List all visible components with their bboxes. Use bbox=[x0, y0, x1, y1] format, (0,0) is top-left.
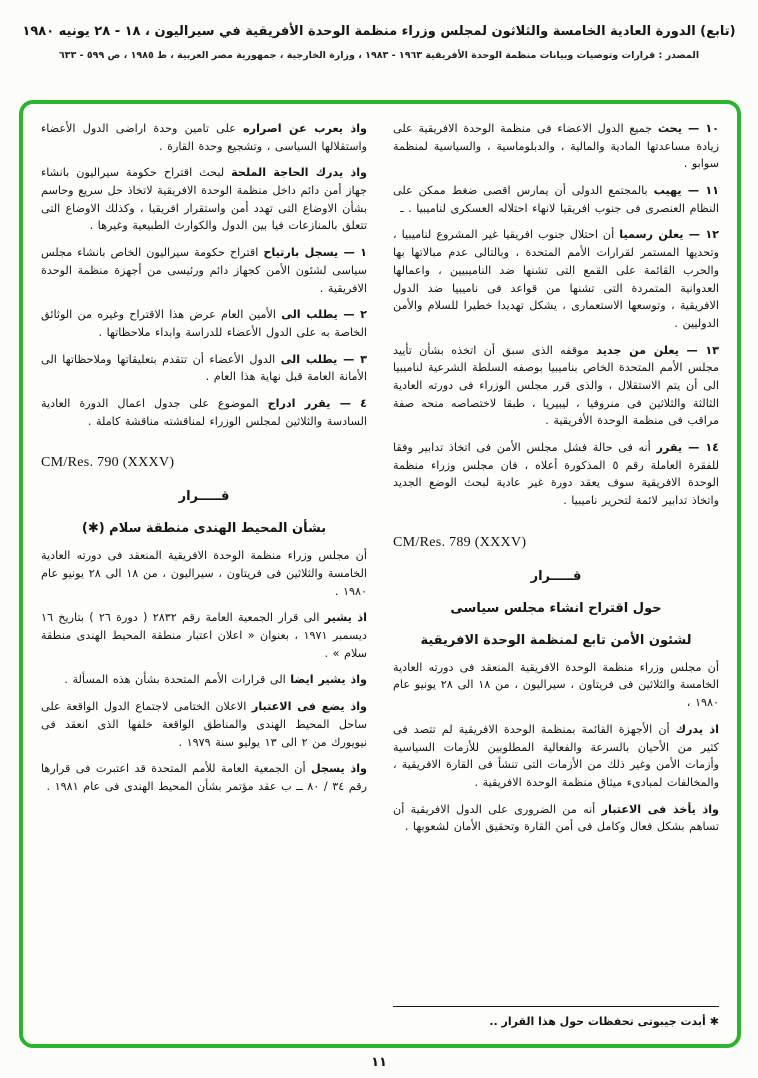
paragraph-lead: ١١ — يهيب bbox=[653, 184, 719, 198]
paragraph-lead: واذ يسجل bbox=[311, 762, 367, 776]
paragraph-lead: واذ يأخذ فى الاعتبار bbox=[601, 802, 719, 816]
paragraph-lead: اذ يدرك bbox=[675, 722, 719, 736]
footnote: ✱أبدت جيبوتى تحفظات حول هذا القرار .. bbox=[393, 1006, 719, 1031]
paragraph-lead: ١٤ — يقرر bbox=[656, 441, 719, 454]
paragraph: ١٤ — يقرر أنه فى حالة فشل مجلس الأمن فى اتخاذ تدابير وفقا للفقرة العاملة رقم ٥ المذكورة أعلاه ، فان مجلس وزراء منظمة الوحدة الافريقية سوف يعقد دورة غير عادية لبحث الوضع الجديد واتخاذ تدابير لائمة لتحرير ناميبيا . bbox=[393, 441, 719, 508]
paragraph: واذ يسجل أن الجمعية العامة للأمم المتحدة قد اعتبرت فى قرارها رقم ٣٤ / ٨٠ ــ ب عقد مؤتمر بشأن المحيط الهندى فى عام ١٩٨١ . bbox=[41, 762, 367, 793]
paragraph: واذ يعرب عن اصراره على تامين وحدة اراضى الدول الأعضاء واستقلالها السياسى ، وتشجيع وحدة القارة . bbox=[41, 122, 367, 153]
paragraph-lead: واذ يشير ايضا bbox=[290, 673, 367, 687]
page-number: ١١ bbox=[371, 1055, 387, 1070]
paragraph: ١٢ — يعلن رسميا أن احتلال جنوب افريقيا غير المشروع لناميبيا ، وتحديها المستمر لقرارات الأمم المتحدة ، وبالتالى عدم مبالاتها بها والحرب القائمة على القمع التى تشنها ضد الناميبيين ، واعمالها العدوانية المتمردة التى تشنها من قواعد فى ناميبيا ضد الدول الافريقية ، وتوسعها الاستعمارى ، يشكل تهديدا خطيرا للسلام والأمن الدوليين . bbox=[393, 228, 719, 330]
paragraph-lead: ١٠ — يحث bbox=[657, 122, 719, 135]
paragraph: ٤ — يقرر ادراج الموضوع على جدول اعمال الدورة العادية السادسة والثلاثين لمجلس الوزراء لمناقشته مناقشة كاملة . bbox=[41, 396, 367, 428]
paragraph: ١١ — يهيب بالمجتمع الدولى أن يمارس اقصى ضغط ممكن على النظام العنصرى فى جنوب افريقيا لانهاء احتلاله العسكرى لناميبيا . ـ bbox=[393, 184, 719, 215]
paragraph-lead: ٢ — يطلب الى bbox=[281, 308, 367, 322]
resolution-reference: CM/Res. 790 (XXXV) bbox=[41, 455, 175, 471]
paragraph-lead: واذ يعرب عن اصراره bbox=[243, 122, 367, 135]
paragraph-lead: ٣ — يطلب الى bbox=[280, 352, 367, 366]
paragraph: واذ يدرك الحاجة الملحة لبحث اقتراح حكومة سيراليون بانشاء جهاز أمن دائم داخل منظمة الوحدة الافريقية لاتخاذ حل سريع وحاسم بشأن الاوضاع التى تهدد أمن واستقرار افريقيا ، وكذلك الاوضاع التى تتعلق بالمنازعات فيا بين الدول والكوارث الطبيعية وغيرها . bbox=[41, 166, 367, 233]
paragraph-lead: ١٢ — يعلن رسميا bbox=[619, 228, 719, 242]
resolution-heading: لشئون الأمن تابع لمنظمة الوحدة الافريقية bbox=[420, 632, 692, 648]
paragraph-lead: ٤ — يقرر ادراج bbox=[267, 396, 367, 410]
paragraph: ١٠ — يحث جميع الدول الاعضاء فى منظمة الوحدة الافريقية على زيادة مساعدتها المادية والمالية ، والدبلوماسية ، والسياسية لمنظمة سوابو . bbox=[393, 122, 719, 171]
paragraph-lead: واذ يضع فى الاعتبار bbox=[251, 700, 367, 714]
paragraph: واذ يشير ايضا الى قرارات الأمم المتحدة بشأن هذه المسألة . bbox=[64, 673, 367, 687]
resolution-reference: CM/Res. 789 (XXXV) bbox=[393, 534, 527, 550]
paragraph: ٢ — يطلب الى الأمين العام عرض هذا الاقتراح وغيره من الوثائق الخاصة به على الدول الأعضاء للدراسة وابداء ملاحظاتها . bbox=[41, 308, 367, 339]
paragraph: أن مجلس وزراء منظمة الوحدة الافريقية المنعقد فى دورته العادية الخامسة والثلاثين فى فريتاون ، سيراليون ، من ١٨ الى ٢٨ يونيو عام ١٩٨٠ . bbox=[41, 549, 367, 598]
resolution-heading: قـــــرار bbox=[530, 568, 582, 584]
paragraph-lead: ١ — يسجل بارتياح bbox=[263, 246, 367, 260]
paragraph-lead: واذ يدرك الحاجة الملحة bbox=[231, 166, 367, 180]
source-citation: المصدر : قرارات وتوصيات وبيانات منظمة الوحدة الأفريقية ١٩٦٣ - ١٩٨٣ ، وزارة الخارجية ، جمهورية مصر العربية ، ط ١٩٨٥ ، ص ٥٩٩ - ٦٣٣ bbox=[58, 49, 700, 61]
resolution-heading: بشأن المحيط الهندى منطقة سلام (✱) bbox=[81, 521, 327, 537]
two-column-text bbox=[41, 120, 719, 1030]
paragraph-lead: اذ يشير bbox=[324, 611, 367, 625]
paragraph: اذ يشير الى قرار الجمعية العامة رقم ٢٨٣٢ ( دورة ٢٦ ) بتاريخ ١٦ ديسمبر ١٩٧١ ، بعنوان « اعلان اعتبار منطقة المحيط الهندى منطقة سلام » . bbox=[41, 611, 367, 660]
paragraph: اذ يدرك أن الأجهزة القائمة بمنظمة الوحدة الافريقية لم تتصد فى كثير من الأحيان بالسرعة والفعالية المطلوبين للأزمات السياسية وأزمات الأمن وغير ذلك من الأزمات التى تنشأ فى القارة الافريقية ، والمخالفات لمبادىء ميثاق منظمة الوحدة الافريقية . bbox=[393, 722, 719, 789]
footnote-marker-icon: ✱ bbox=[709, 1014, 719, 1028]
page-header bbox=[0, 0, 758, 61]
paragraph: ١٣ — يعلن من جديد موقفه الذى سبق أن اتخذه بشأن تأييد مجلس الأمم المتحدة الخاص بناميبيا بوصفه السلطة الشرعية لناميبيا الى أن يتم الاستقلال ، والذى قرر مجلس الوزراء فى دورته العادية الثالثة والثلاثين فى منروفيا ، ليبيريا ، طبقا لاختصاصه منحه صفة مراقب فى منظمة الوحدة الأفريقية . bbox=[393, 343, 719, 428]
paragraph: أن مجلس وزراء منظمة الوحدة الافريقية المنعقد فى دورته العادية الخامسة والثلاثين فى فريتاون ، سيراليون ، من ١٨ الى ٢٨ يونيو عام ١٩٨٠ ، bbox=[393, 660, 719, 710]
resolution-heading: قـــــرار bbox=[178, 489, 230, 505]
paragraph: ١ — يسجل بارتياح اقتراح حكومة سيراليون الخاص بانشاء مجلس سياسى لشئون الأمن كجهاز دائم ورئيسى من أجهزة منظمة الوحدة الافريقية . bbox=[41, 246, 367, 295]
paragraph: ٣ — يطلب الى الدول الأعضاء أن تتقدم بتعليقاتها وملاحظاتها الى الأمانة العامة قبل نهاية هذا العام . bbox=[41, 352, 367, 384]
paragraph: واذ يضع فى الاعتبار الاعلان الختامى لاجتماع الدول الواقعة على ساحل المحيط الهندى والمناطق الواقعة خلفها الذى انعقد فى نيويورك من ٢ الى ١٣ يوليو سنة ١٩٧٩ . bbox=[41, 700, 367, 749]
column-right bbox=[393, 120, 719, 1030]
resolution-heading: حول اقتراح انشاء مجلس سياسى bbox=[450, 600, 662, 616]
paragraph: واذ يأخذ فى الاعتبار أنه من الضرورى على الدول الافريقية أن تساهم بشكل فعال وكامل فى أمن القارة وتحقيق الأمان لشعوبها . bbox=[393, 802, 719, 834]
session-title: (تابع) الدورة العادية الخامسة والثلاثون لمجلس وزراء منظمة الوحدة الأفريقية في سيراليون ، ١٨ - ٢٨ يونيه ١٩٨٠ bbox=[22, 24, 736, 39]
paragraph-lead: ١٣ — يعلن من جديد bbox=[596, 343, 719, 357]
column-left bbox=[41, 120, 367, 1030]
green-frame bbox=[19, 100, 741, 1048]
